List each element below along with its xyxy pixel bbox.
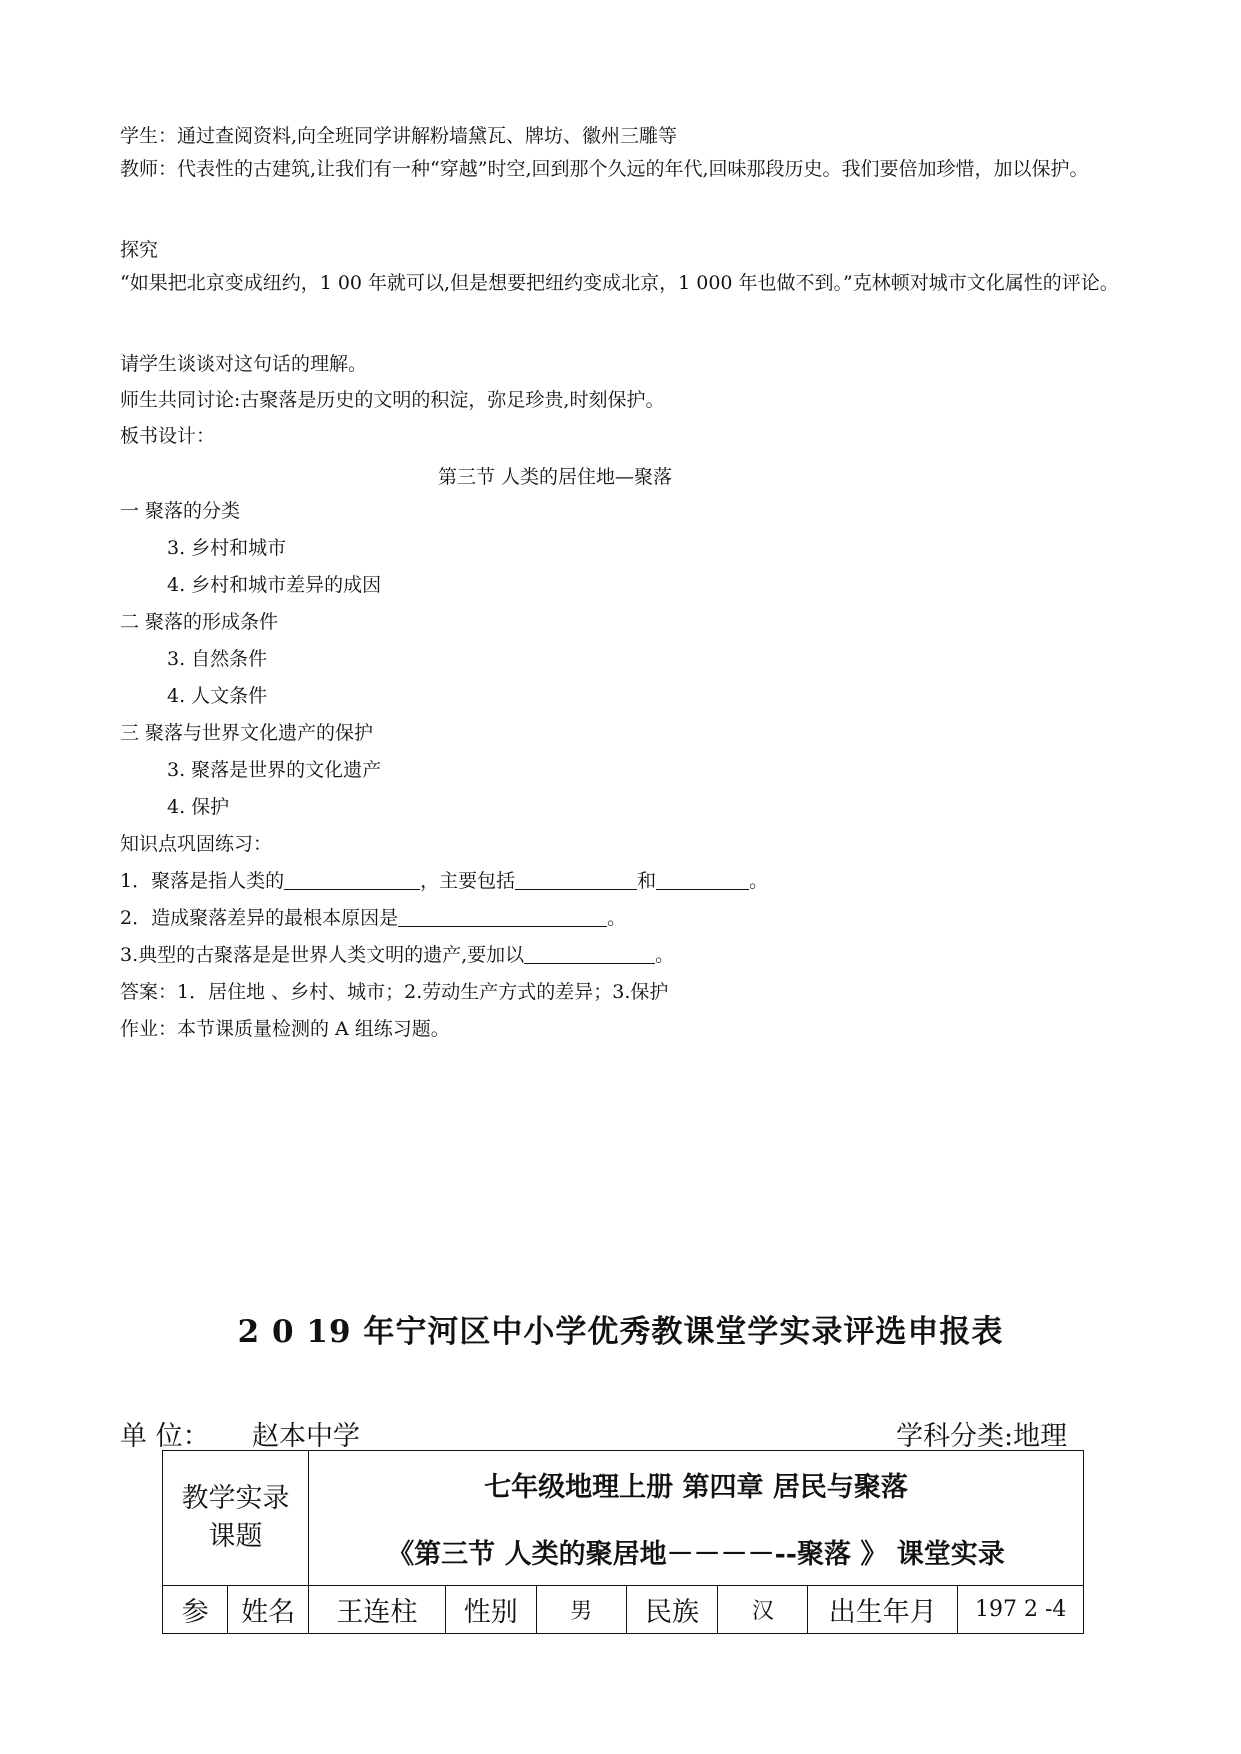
board-design-heading: 板书设计： <box>120 425 216 447</box>
answer-line: 答案：1．居住地 、乡村、城市；2.劳动生产方式的差异；3.保护 <box>120 981 669 1003</box>
q1-text-d: 。 <box>749 870 769 892</box>
outline-item-2a: 3. 自然条件 <box>167 648 268 670</box>
form-title: 2 0 19 年宁河区中小学优秀教课堂学实录评选申报表 <box>237 1314 1004 1350</box>
exercise-question-1 <box>120 869 768 893</box>
outline-section-1: 一 聚落的分类 <box>120 500 241 522</box>
name-value: 王连柱 <box>309 1586 446 1634</box>
q1-blank-3[interactable] <box>656 869 749 890</box>
unit-value: 赵本中学 <box>252 1421 360 1452</box>
topic-label-line-2: 课题 <box>208 1521 263 1552</box>
q3-text-b: 。 <box>655 944 675 966</box>
gender-value: 男 <box>536 1586 626 1634</box>
topic-label-cell <box>163 1451 309 1586</box>
topic-line-1: 七年级地理上册 第四章 居民与聚落 <box>309 1451 1084 1518</box>
q2-blank[interactable] <box>398 906 607 927</box>
outline-item-1a: 3. 乡村和城市 <box>167 537 287 559</box>
participant-cell: 参 <box>163 1586 228 1634</box>
unit-label: 单 位： <box>120 1421 210 1452</box>
q1-blank-1[interactable] <box>284 869 420 890</box>
q2-text-b: 。 <box>607 907 627 929</box>
teacher-comment-paragraph: 教师：代表性的古建筑,让我们有一种“穿越”时空,回到那个久远的年代,回味那段历史。我们要倍加珍惜，加以保护。 <box>120 158 1089 180</box>
explore-heading: 探究 <box>120 239 159 261</box>
ethnic-label: 民族 <box>626 1586 718 1634</box>
subject-category: 学科分类:地理 <box>896 1421 1068 1452</box>
exercise-heading: 知识点巩固练习： <box>120 833 273 855</box>
outline-section-2: 二 聚落的形成条件 <box>120 611 279 633</box>
name-label: 姓名 <box>228 1586 309 1634</box>
board-title: 第三节 人类的居住地—聚落 <box>437 466 673 488</box>
topic-line-2: 《第三节 人类的聚居地－－－－--聚落 》 课堂实录 <box>309 1518 1084 1586</box>
gender-label: 性别 <box>445 1586 536 1634</box>
q2-text-a: 2．造成聚落差异的最根本原因是 <box>120 907 399 929</box>
class-discussion-line: 师生共同讨论:古聚落是历史的文明的积淀，弥足珍贵,时刻保护。 <box>120 389 665 411</box>
topic-label-line-1: 教学实录 <box>181 1483 290 1514</box>
clinton-quote-paragraph: “如果把北京变成纽约，1 00 年就可以,但是想要把纽约变成北京，1 000 年也做不到。”克林顿对城市文化属性的评论。 <box>120 272 1119 294</box>
outline-section-3: 三 聚落与世界文化遗产的保护 <box>120 722 374 744</box>
outline-item-3a: 3. 聚落是世界的文化遗产 <box>167 759 382 781</box>
birth-value: 197 2 -4 <box>958 1586 1084 1634</box>
q1-text-a: 1．聚落是指人类的 <box>120 870 285 892</box>
exercise-question-2 <box>120 906 626 930</box>
homework-line: 作业：本节课质量检测的 A 组练习题。 <box>120 1018 450 1040</box>
outline-item-2b: 4. 人文条件 <box>167 685 268 707</box>
q1-text-c: 和 <box>637 870 657 892</box>
application-form-table <box>162 1450 1084 1634</box>
birth-label: 出生年月 <box>808 1586 958 1634</box>
q1-text-b: ，主要包括 <box>420 870 516 892</box>
outline-item-1b: 4. 乡村和城市差异的成因 <box>167 574 382 596</box>
ethnic-value: 汉 <box>718 1586 808 1634</box>
student-activity-line: 学生：通过查阅资料,向全班同学讲解粉墙黛瓦、牌坊、徽州三雕等 <box>120 125 678 147</box>
outline-item-3b: 4. 保护 <box>167 796 230 818</box>
q1-blank-2[interactable] <box>515 869 637 890</box>
q3-text-a: 3.典型的古聚落是是世界人类文明的遗产,要加以 <box>120 944 525 966</box>
exercise-question-3 <box>120 943 674 967</box>
q3-blank[interactable] <box>524 943 655 964</box>
student-discussion-line: 请学生谈谈对这句话的理解。 <box>120 353 368 375</box>
